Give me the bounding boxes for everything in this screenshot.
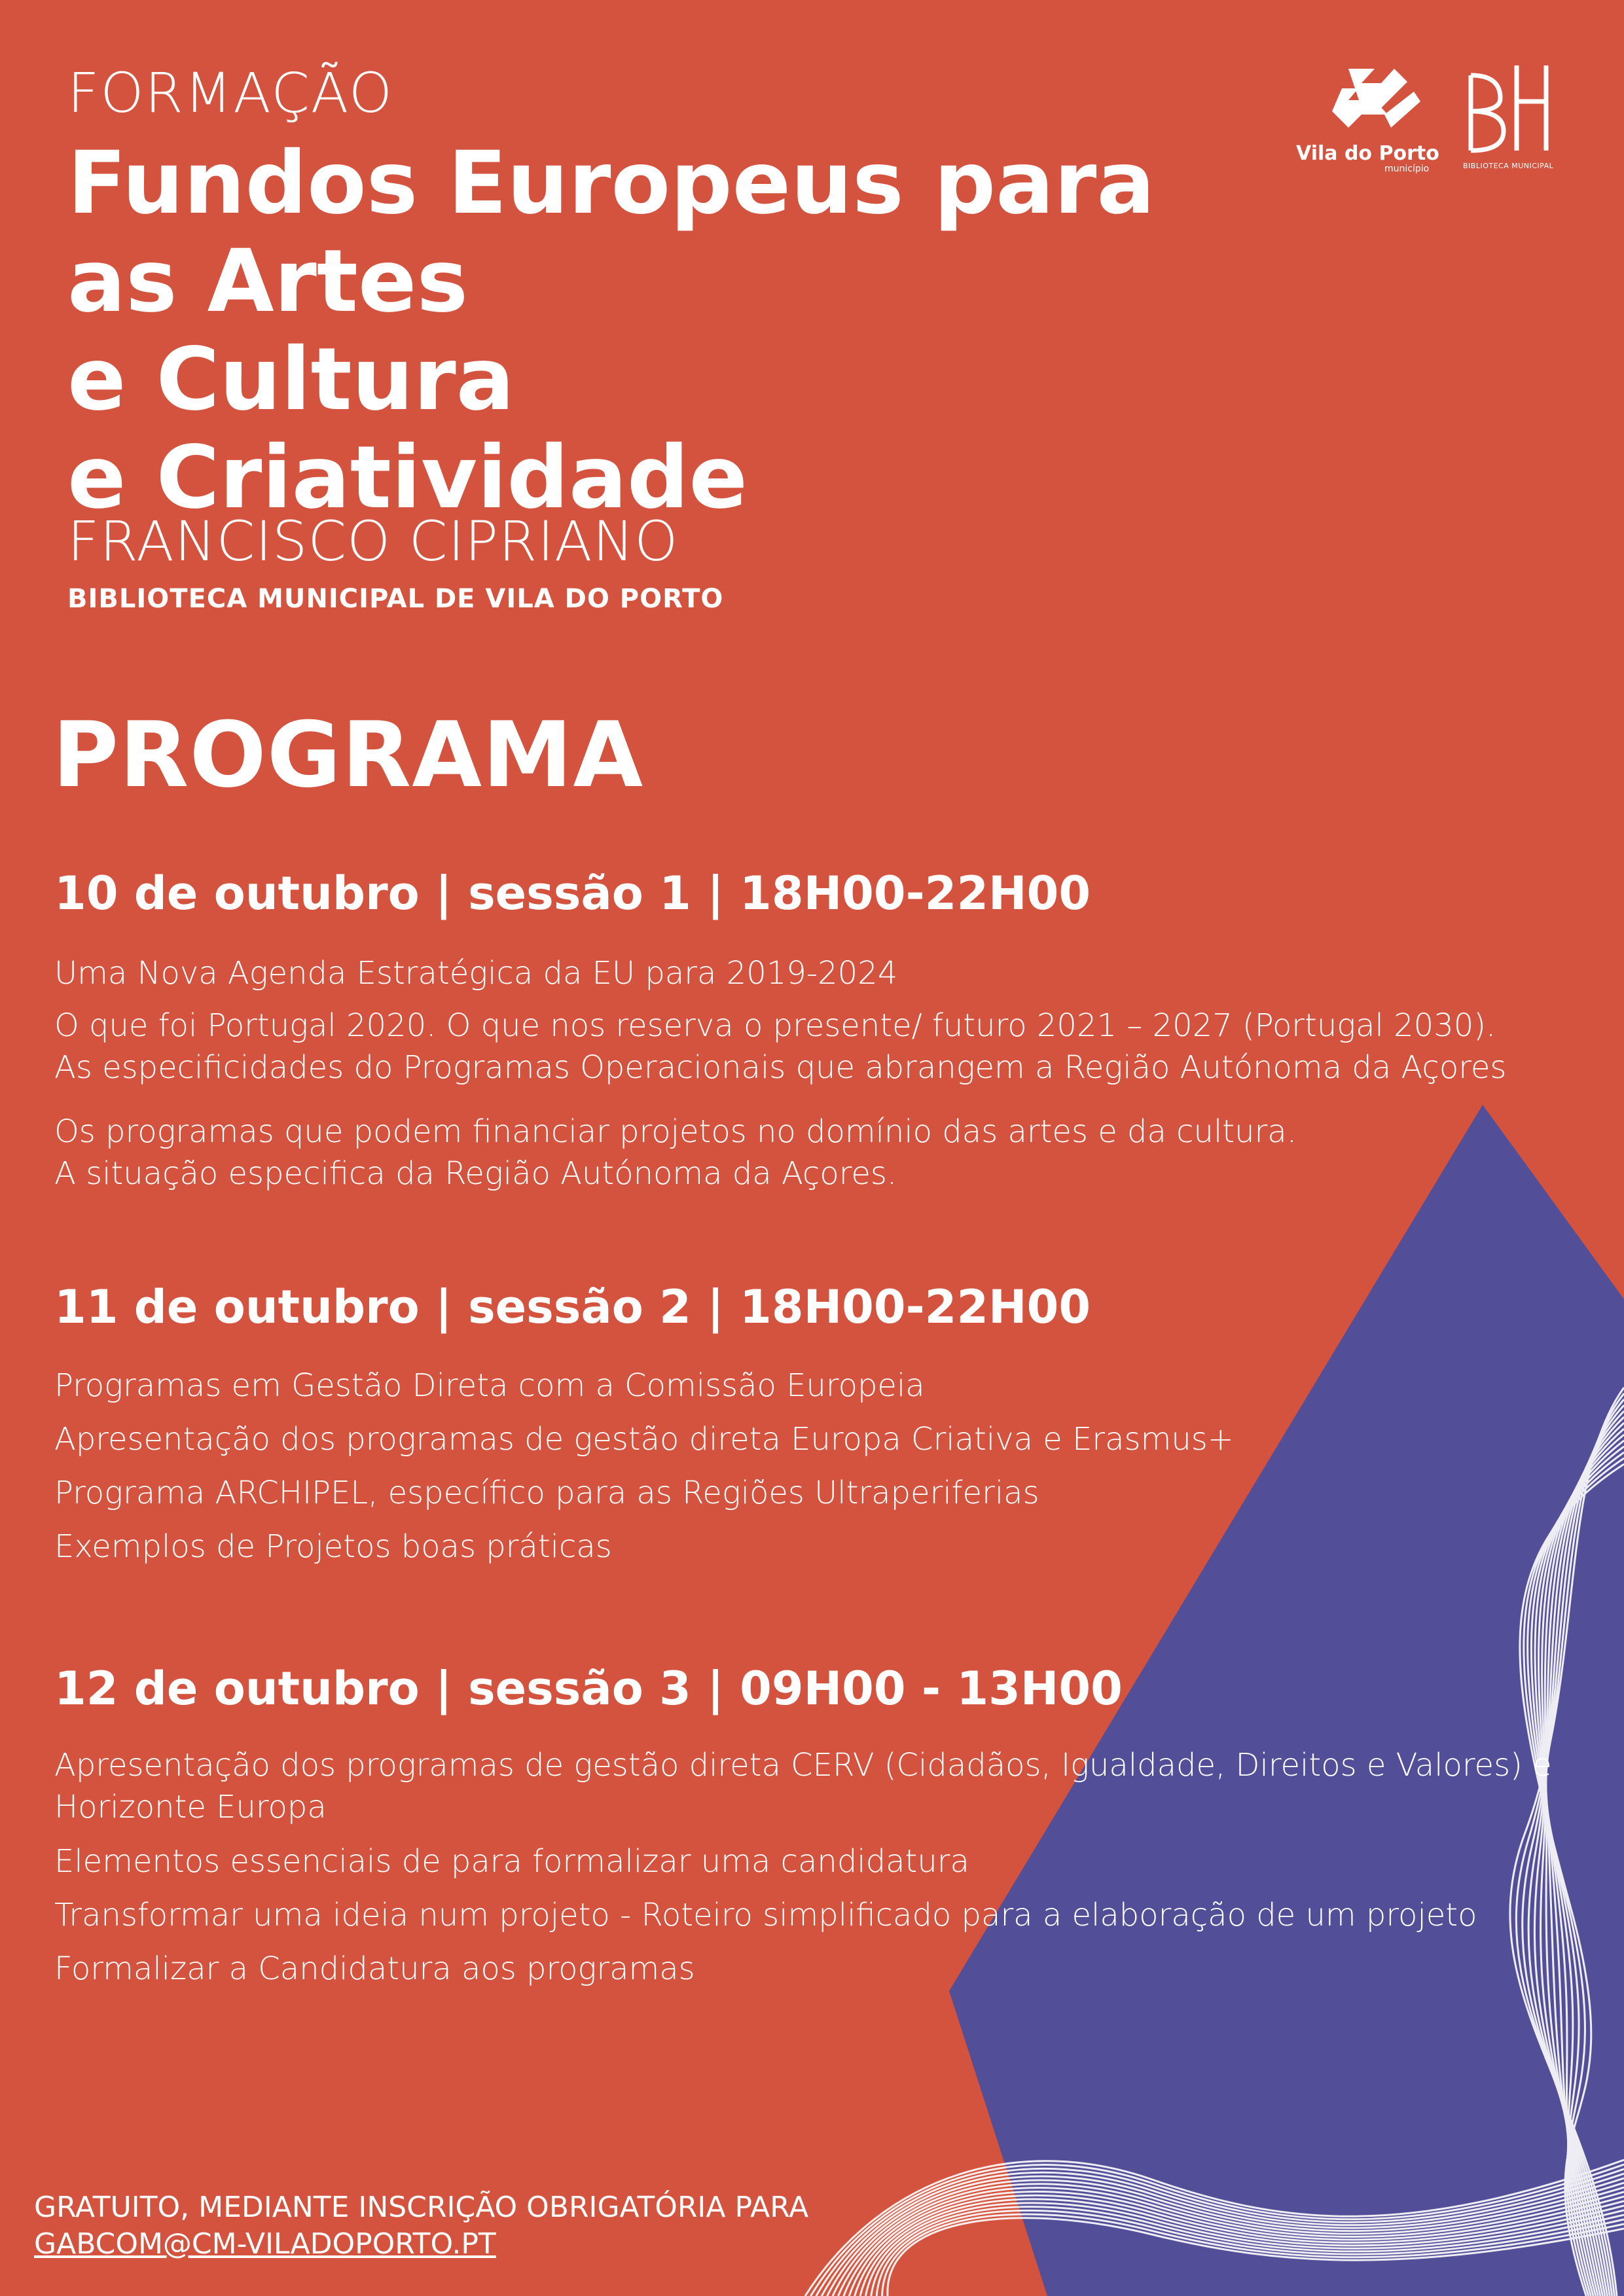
session-2-heading: 11 de outubro | sessão 2 | 18H00-22H00	[54, 1280, 1091, 1334]
program-title: PROGRAMA	[52, 702, 644, 808]
session-1-heading: 10 de outubro | sessão 1 | 18H00-22H00	[54, 867, 1091, 920]
title-line: e Criatividade	[67, 427, 748, 528]
title-line: as Artes	[67, 231, 469, 332]
session-3-heading: 12 de outubro | sessão 3 | 09H00 - 13H00	[54, 1662, 1123, 1715]
title-line: Fundos Europeus para	[67, 133, 1155, 234]
session-3-item: Apresentação dos programas de gestão direta CERV (Cidadãos, Igualdade, Direitos e Valores) e Horizonte Europa	[54, 1747, 1552, 1825]
logos	[1293, 62, 1568, 177]
vila-do-porto-logo-icon	[1322, 62, 1427, 141]
registration-text: GRATUITO, MEDIANTE INSCRIÇÃO OBRIGATÓRIA PARA	[34, 2191, 809, 2224]
title-line: e Cultura	[67, 329, 514, 430]
session-1-item: Os programas que podem financiar projetos no domínio das artes e da cultura. A situação especifica da Região Autónoma da Açores.	[54, 1113, 1297, 1192]
event-title	[67, 134, 1219, 527]
session-1-item: Uma Nova Agenda Estratégica da EU para 2019-2024	[54, 955, 898, 992]
session-3-item: Formalizar a Candidatura aos programas	[54, 1950, 695, 1987]
trainer-name: FRANCISCO CIPRIANO	[67, 509, 679, 573]
registration-email-link[interactable]: GABCOM@CM-VILADOPORTO.PT	[34, 2227, 496, 2261]
venue-name: BIBLIOTECA MUNICIPAL DE VILA DO PORTO	[67, 584, 724, 614]
registration-note	[34, 2189, 808, 2263]
kicker-label: FORMAÇÃO	[67, 61, 394, 125]
session-3-item: Elementos essenciais de para formalizar uma candidatura	[54, 1843, 969, 1880]
municipality-sub: município	[1384, 164, 1430, 174]
session-2-item: Apresentação dos programas de gestão direta Europa Criativa e Erasmus+	[54, 1421, 1234, 1458]
session-2-item: Programa ARCHIPEL, específico para as Regiões Ultraperiferias	[54, 1475, 1039, 1511]
session-2-item: Programas em Gestão Direta com a Comissão Europeia	[54, 1367, 925, 1404]
library-name: BIBLIOTECA MUNICIPAL	[1463, 162, 1554, 170]
municipality-name: Vila do Porto	[1296, 142, 1439, 165]
session-3-item: Transformar uma ideia num projeto - Roteiro simplificado para a elaboração de um projeto	[54, 1897, 1477, 1933]
session-1-item: O que foi Portugal 2020. O que nos reserva o presente/ futuro 2021 – 2027 (Portugal 2030). As especificidades do Programas Operacionais que abrangem a Região Autónoma da Açores	[54, 1007, 1507, 1086]
library-logo-icon	[1464, 62, 1562, 160]
session-2-item: Exemplos de Projetos boas práticas	[54, 1528, 612, 1565]
